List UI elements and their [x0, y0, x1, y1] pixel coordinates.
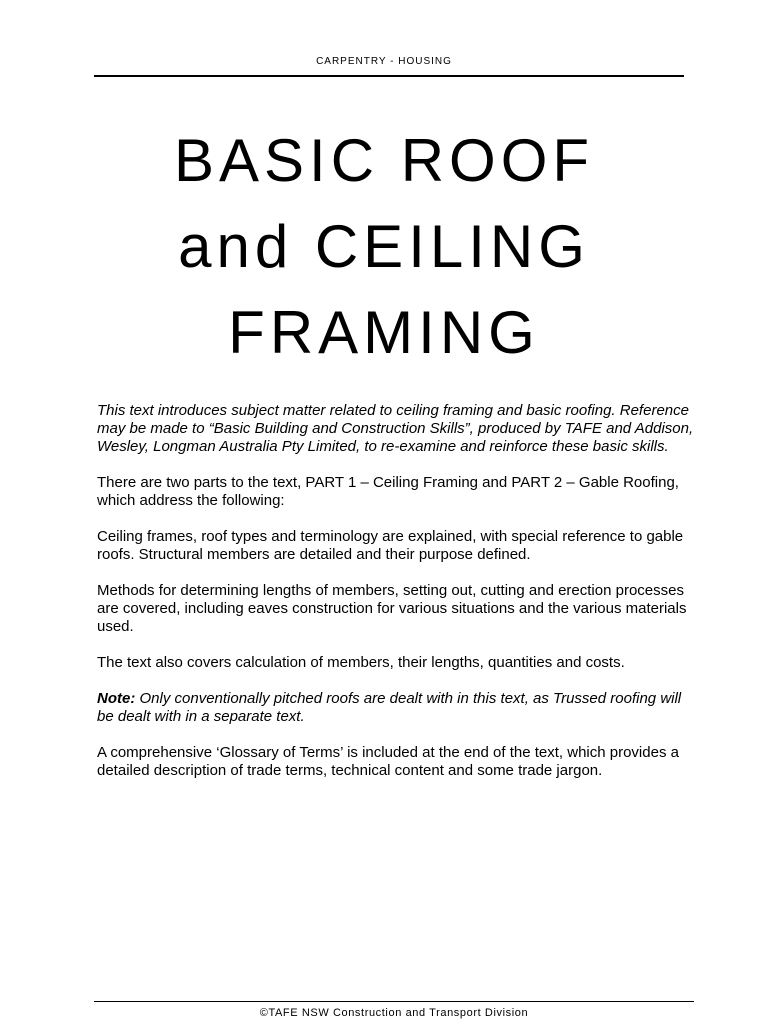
footer-divider — [94, 1001, 694, 1002]
ceiling-frames-paragraph: Ceiling frames, roof types and terminology are explained, with special reference to gable roofs. Structural members are detailed and their purpose defined. — [97, 528, 684, 563]
note-label: Note: — [97, 690, 136, 707]
title-line-1: BASIC ROOF — [173, 127, 595, 194]
intro-paragraph: This text introduces subject matter related to ceiling framing and basic roofing. Reference may be made to “Basic Building and Construction Skills”, produced by TAFE and Addison, Wesley, Longman Australia Pty Limited, to re-examine and reinforce these basic skills. — [97, 402, 694, 455]
glossary-paragraph: A comprehensive ‘Glossary of Terms’ is included at the end of the text, which provides a detailed description of trade terms, technical content and some trade jargon. — [97, 744, 679, 779]
parts-paragraph: There are two parts to the text, PART 1 – Ceiling Framing and PART 2 – Gable Roofing, which address the following: — [97, 474, 679, 509]
methods-paragraph: Methods for determining lengths of members, setting out, cutting and erection processes are covered, including eaves construction for various situations and the various materials used. — [97, 582, 687, 635]
body-text — [97, 402, 697, 798]
note-paragraph — [97, 690, 697, 726]
title-line-2: and CEILING — [178, 213, 590, 280]
header-divider — [94, 75, 684, 77]
running-header: CARPENTRY - HOUSING — [316, 56, 452, 67]
note-text: Only conventionally pitched roofs are dealt with in this text, as Trussed roofing will be dealt with in a separate text. — [97, 690, 682, 725]
calculation-paragraph: The text also covers calculation of members, their lengths, quantities and costs. — [97, 654, 625, 671]
title-line-3: FRAMING — [228, 299, 540, 366]
document-title — [0, 118, 768, 376]
footer-copyright: ©TAFE NSW Construction and Transport Division — [259, 1007, 529, 1019]
